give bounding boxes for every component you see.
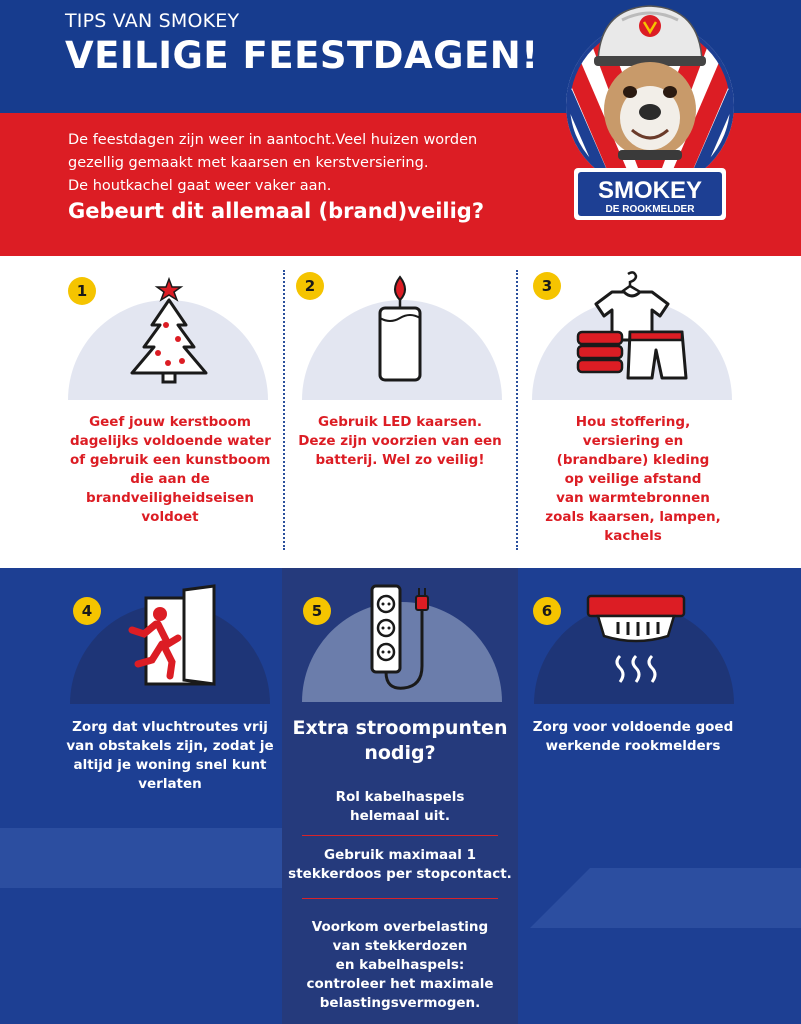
divider [302, 835, 498, 836]
candle-icon [374, 274, 426, 386]
extra-power-item: Voorkom overbelasting van stekkerdozen en kabelhaspels: controleer het maximale belastingsvermogen. [306, 919, 494, 1011]
tip-6-text: Zorg voor voldoende goed werkende rookmelders [532, 719, 734, 754]
smokey-badge [560, 0, 740, 240]
divider [302, 898, 498, 899]
extra-power-title: Extra stroompunten nodig? [292, 717, 508, 764]
tip-number-badge: 2 [296, 272, 324, 300]
divider [283, 270, 285, 550]
tip-4-text: Zorg dat vluchtroutes vrij van obstakels zijn, zodat je altijd je woning snel kunt verlaten [66, 719, 274, 792]
tip-number-badge: 1 [68, 277, 96, 305]
tip-number-badge: 3 [533, 272, 561, 300]
divider [516, 270, 518, 550]
emergency-exit-icon [118, 584, 218, 688]
page-title: VEILIGE FEESTDAGEN! [65, 34, 539, 77]
smoke-detector-icon [584, 592, 688, 692]
tip-number-badge: 5 [303, 597, 331, 625]
tip-2-text: Gebruik LED kaarsen. Deze zijn voorzien van een batterij. Wel zo veilig! [298, 414, 502, 468]
kicker: TIPS VAN SMOKEY [65, 10, 240, 32]
question-heading: Gebeurt dit allemaal (brand)veilig? [68, 199, 485, 223]
extra-power-item: Rol kabelhaspels helemaal uit. [335, 789, 465, 824]
badge-title: SMOKEY [597, 177, 703, 204]
power-strip-icon [368, 582, 432, 694]
intro-text: De feestdagen zijn weer in aantocht.Veel huizen worden gezellig gemaakt met kaarsen en kerstversiering. De houtkachel gaat weer vaker aan. [68, 132, 478, 194]
tip-3-text: Hou stoffering, versiering en (brandbare) kleding op veilige afstand van warmtebronnen zoals kaarsen, lampen, kachels [545, 414, 721, 544]
christmas-tree-icon [126, 275, 212, 385]
tip-1-text: Geef jouw kerstboom dagelijks voldoende water of gebruik een kunstboom die aan de brandveiligheidseisen voldoet [70, 414, 271, 525]
extra-power-item: Gebruik maximaal 1 stekkerdoos per stopcontact. [288, 847, 512, 882]
tip-number-badge: 6 [533, 597, 561, 625]
clothing-icon [574, 270, 692, 388]
tip-number-badge: 4 [73, 597, 101, 625]
badge-subtitle: DE ROOKMELDER [605, 204, 695, 215]
